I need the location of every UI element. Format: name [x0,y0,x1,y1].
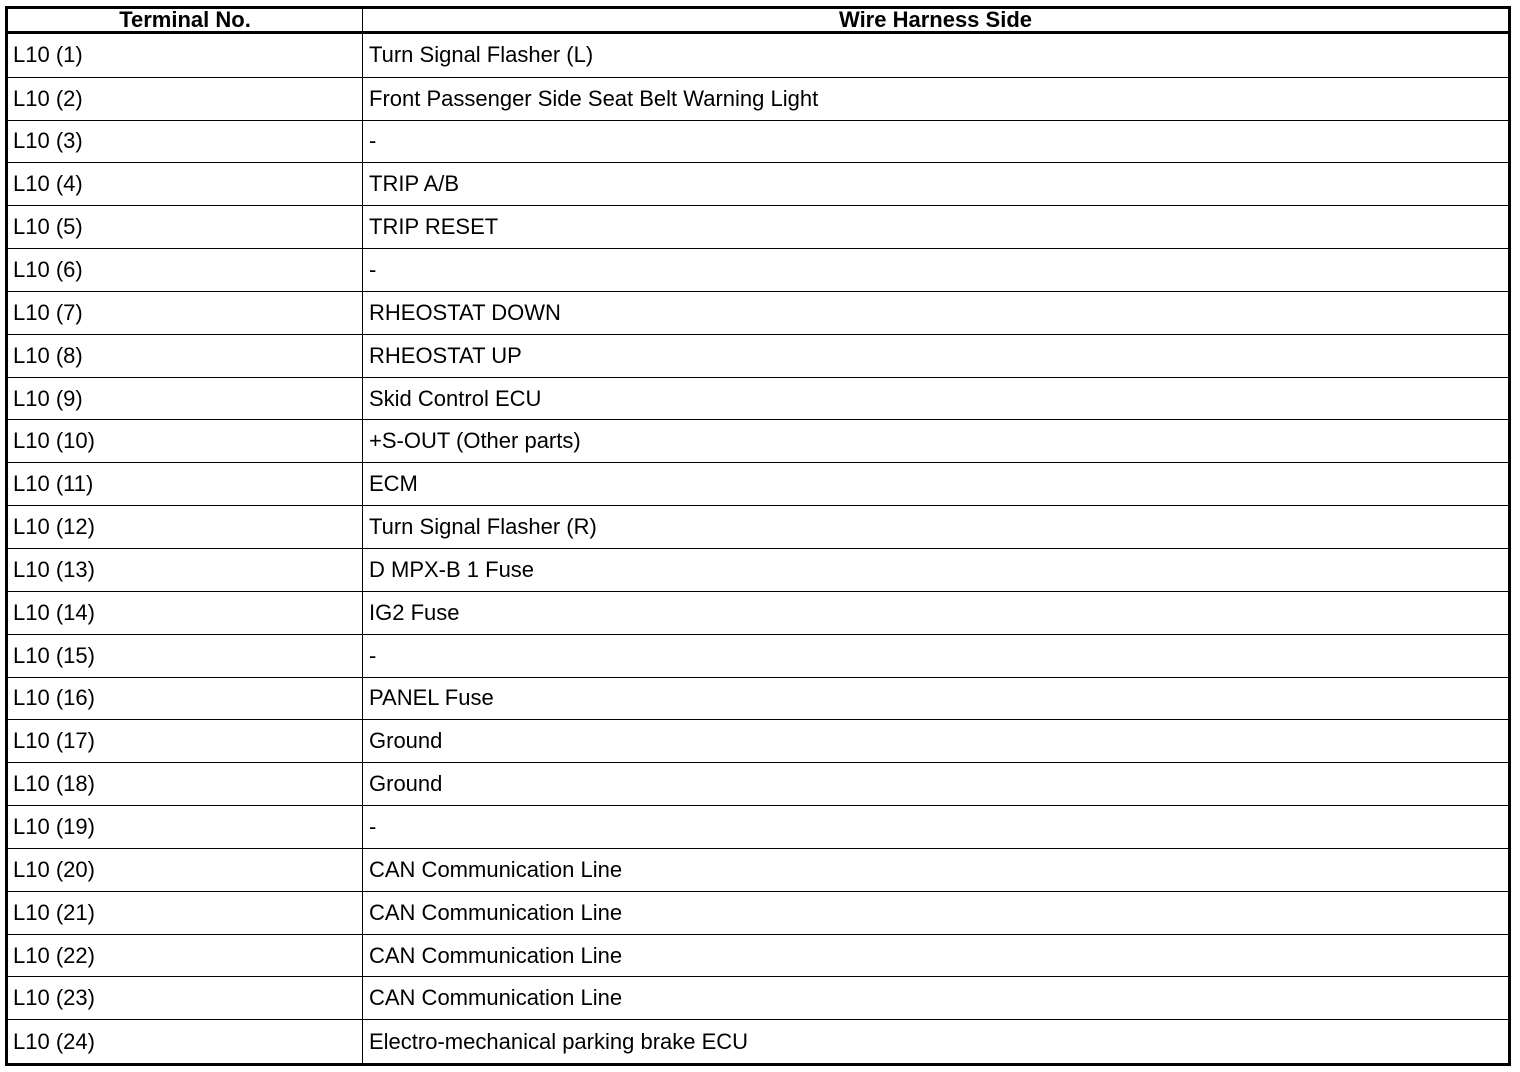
terminal-number-cell: L10 (4) [7,163,363,206]
table-row [7,763,1510,806]
wire-harness-side-cell: - [363,806,1510,849]
table-row [7,977,1510,1020]
wire-harness-side-cell: IG2 Fuse [363,591,1510,634]
wire-harness-side-cell: CAN Communication Line [363,848,1510,891]
table-header [7,8,1510,33]
wire-harness-side-cell: Turn Signal Flasher (R) [363,506,1510,549]
table-row [7,120,1510,163]
wire-harness-side-cell: - [363,249,1510,292]
header-terminal-no: Terminal No. [7,8,363,33]
terminal-number-cell: L10 (15) [7,634,363,677]
table-row [7,591,1510,634]
terminal-number-cell: L10 (23) [7,977,363,1020]
table-row [7,163,1510,206]
table-row [7,848,1510,891]
terminal-number-cell: L10 (9) [7,377,363,420]
table-row [7,377,1510,420]
header-row [7,8,1510,33]
table-row [7,934,1510,977]
table-row [7,677,1510,720]
wire-harness-side-cell: Turn Signal Flasher (L) [363,33,1510,78]
terminal-number-cell: L10 (24) [7,1020,363,1065]
terminal-number-cell: L10 (3) [7,120,363,163]
wire-harness-side-cell: - [363,634,1510,677]
terminal-number-cell: L10 (2) [7,77,363,120]
table-row [7,891,1510,934]
table-row [7,206,1510,249]
terminal-number-cell: L10 (7) [7,291,363,334]
wire-harness-side-cell: Front Passenger Side Seat Belt Warning Light [363,77,1510,120]
wire-harness-side-cell: TRIP A/B [363,163,1510,206]
wire-harness-side-cell: CAN Communication Line [363,891,1510,934]
terminal-number-cell: L10 (12) [7,506,363,549]
terminal-number-cell: L10 (11) [7,463,363,506]
table-row [7,463,1510,506]
table-row [7,548,1510,591]
wire-harness-side-cell: D MPX-B 1 Fuse [363,548,1510,591]
terminal-number-cell: L10 (22) [7,934,363,977]
header-wire-harness-side: Wire Harness Side [363,8,1510,33]
terminal-number-cell: L10 (17) [7,720,363,763]
wire-harness-side-cell: CAN Communication Line [363,977,1510,1020]
terminal-number-cell: L10 (1) [7,33,363,78]
wire-harness-side-cell: CAN Communication Line [363,934,1510,977]
terminal-number-cell: L10 (16) [7,677,363,720]
table-row [7,720,1510,763]
table-row [7,1020,1510,1065]
terminal-number-cell: L10 (21) [7,891,363,934]
terminal-table [5,6,1511,1066]
wire-harness-side-cell: RHEOSTAT DOWN [363,291,1510,334]
wire-harness-side-cell: PANEL Fuse [363,677,1510,720]
wire-harness-side-cell: TRIP RESET [363,206,1510,249]
table-row [7,420,1510,463]
terminal-number-cell: L10 (20) [7,848,363,891]
terminal-number-cell: L10 (19) [7,806,363,849]
terminal-number-cell: L10 (8) [7,334,363,377]
table-row [7,334,1510,377]
wire-harness-side-cell: Ground [363,763,1510,806]
wire-harness-side-cell: ECM [363,463,1510,506]
terminal-number-cell: L10 (6) [7,249,363,292]
wire-harness-side-cell: +S-OUT (Other parts) [363,420,1510,463]
table-row [7,249,1510,292]
terminal-number-cell: L10 (10) [7,420,363,463]
table-body [7,33,1510,1065]
table-row [7,806,1510,849]
table-row [7,506,1510,549]
terminal-number-cell: L10 (13) [7,548,363,591]
wire-harness-side-cell: Electro-mechanical parking brake ECU [363,1020,1510,1065]
wire-harness-side-cell: - [363,120,1510,163]
terminal-number-cell: L10 (5) [7,206,363,249]
wire-harness-side-cell: Skid Control ECU [363,377,1510,420]
table-row [7,634,1510,677]
table-row [7,77,1510,120]
terminal-table-wrapper [5,6,1508,1066]
table-row [7,291,1510,334]
table-row [7,33,1510,78]
terminal-number-cell: L10 (18) [7,763,363,806]
terminal-number-cell: L10 (14) [7,591,363,634]
wire-harness-side-cell: RHEOSTAT UP [363,334,1510,377]
wire-harness-side-cell: Ground [363,720,1510,763]
